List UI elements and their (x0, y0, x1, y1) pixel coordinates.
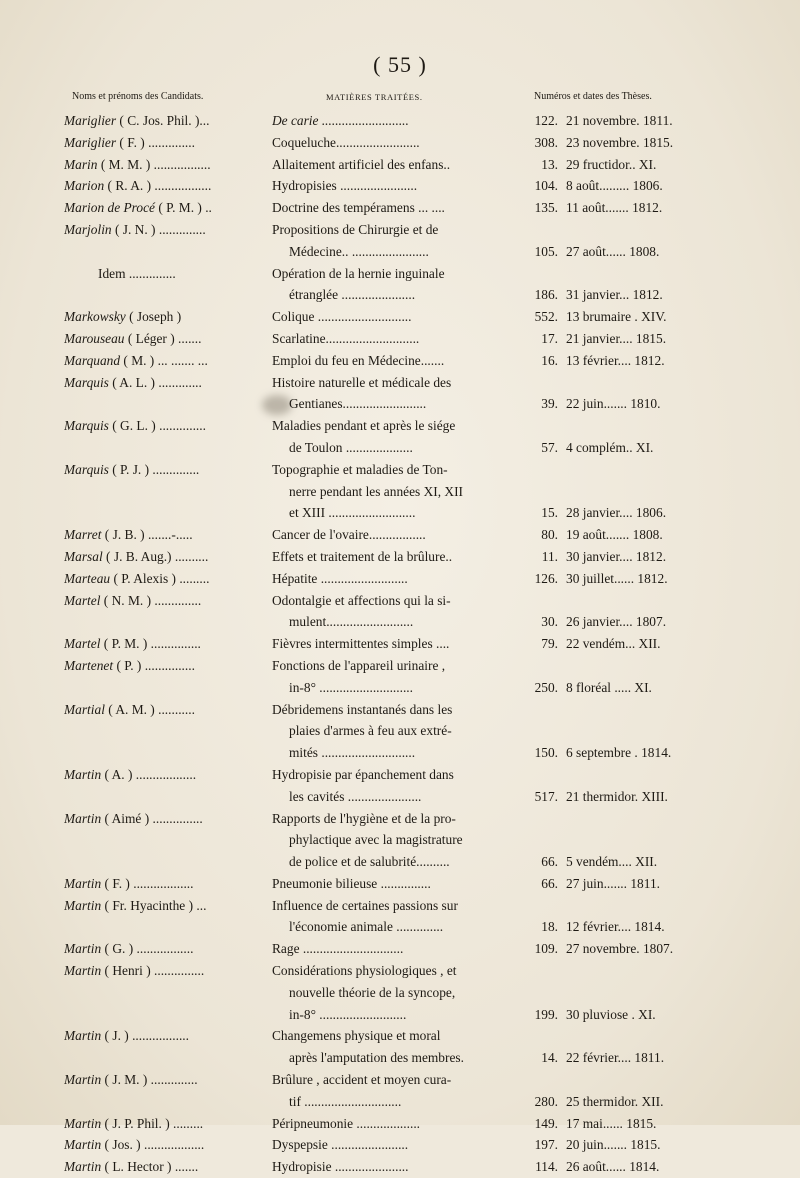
candidate-surname: Marin (64, 156, 98, 172)
candidate-given-names: ( R. A. ) ................. (104, 178, 212, 194)
candidate-surname: Martin (64, 1159, 102, 1175)
entry-line (0, 350, 800, 372)
thesis-date: 27 août...... 1808. (566, 243, 660, 259)
thesis-number: 114. (535, 1159, 558, 1175)
candidate-surname: Martin (64, 897, 102, 913)
candidate-name (64, 590, 267, 612)
column-headers (0, 91, 800, 107)
entry-line (0, 851, 800, 873)
thesis-subject: De carie .......................... (272, 113, 409, 128)
thesis-subject: Pneumonie bilieuse ............... (272, 875, 431, 891)
thesis-date: 21 thermidor. XIII. (566, 788, 668, 804)
candidate-name (64, 350, 267, 372)
candidate-given-names: ( G. L. ) .............. (108, 418, 206, 434)
thesis-date: 27 novembre. 1807. (566, 941, 674, 957)
candidate-name (64, 938, 267, 960)
entry-row (0, 263, 800, 307)
thesis-subject: Histoire naturelle et médicale des (272, 374, 452, 390)
thesis-number: 149. (534, 1115, 558, 1131)
thesis-number: 552. (534, 309, 558, 325)
thesis-number: 14. (541, 1050, 558, 1066)
candidate-surname: Martin (64, 1072, 102, 1088)
candidate-name (64, 154, 267, 176)
candidate-name (64, 960, 267, 982)
entry-line (0, 524, 800, 546)
thesis-subject: Odontalgie et affections qui la si- (272, 592, 451, 608)
thesis-date: 8 floréal ..... XI. (566, 679, 652, 695)
thesis-subject: Fonctions de l'appareil urinaire , (272, 657, 446, 673)
candidate-given-names: ( Joseph ) (125, 309, 182, 325)
entry-line (0, 393, 800, 415)
entry-row (0, 895, 800, 939)
candidate-surname: Martin (64, 941, 102, 957)
candidate-given-names: ( J. N. ) .............. (111, 221, 206, 237)
candidate-surname: Martin (64, 810, 102, 826)
entry-line (0, 502, 800, 524)
candidate-surname: Marquis (64, 418, 109, 434)
candidate-given-names: ( J. B. ) .......-..... (101, 527, 193, 543)
candidate-name (64, 175, 267, 197)
entry-line (0, 764, 800, 786)
thesis-number: 104. (534, 178, 558, 194)
thesis-subject: l'économie animale .............. (289, 919, 444, 935)
candidate-name (64, 1113, 267, 1135)
candidate-surname: Martenet (64, 657, 114, 673)
entry-line (0, 219, 800, 241)
entry-row (0, 1025, 800, 1069)
candidate-given-names: ( J. B. Aug.) .......... (102, 548, 209, 564)
entry-line (0, 1069, 800, 1091)
entry-line (0, 916, 800, 938)
thesis-date: 21 novembre. 1811. (566, 113, 673, 128)
candidate-given-names: ( M. M. ) ................. (97, 156, 211, 172)
thesis-number: 11. (541, 548, 558, 564)
thesis-subject: Dyspepsie ....................... (272, 1137, 409, 1153)
thesis-number: 66. (541, 854, 558, 870)
entry-row (0, 699, 800, 764)
entry-row (0, 328, 800, 350)
candidate-surname: Martin (64, 766, 102, 782)
entry-line (0, 1004, 800, 1026)
entries-list (0, 110, 800, 1178)
candidate-surname: Mariglier (64, 113, 117, 128)
thesis-date: 29 fructidor.. XI. (566, 156, 657, 172)
entry-line (0, 306, 800, 328)
thesis-subject: tif ............................. (289, 1093, 402, 1109)
entry-line (0, 829, 800, 851)
thesis-date: 19 août....... 1808. (566, 527, 663, 543)
entry-line (0, 132, 800, 154)
entry-line (0, 175, 800, 197)
thesis-number: 109. (534, 941, 558, 957)
thesis-number: 57. (541, 439, 558, 455)
thesis-number: 18. (541, 919, 558, 935)
candidate-given-names: ( Fr. Hyacinthe ) ... (101, 897, 207, 913)
thesis-subject: Hydropisie ...................... (272, 1159, 409, 1175)
candidate-name (64, 524, 267, 546)
thesis-number: 250. (534, 679, 558, 695)
entry-line (0, 655, 800, 677)
thesis-subject: Hydropisies ....................... (272, 178, 418, 194)
entry-row (0, 524, 800, 546)
candidate-given-names: ( M. ) ... ....... ... (120, 352, 208, 368)
candidate-name (64, 764, 267, 786)
thesis-number: 39. (541, 396, 558, 412)
thesis-number: 135. (534, 200, 558, 216)
candidate-surname: Martin (64, 875, 102, 891)
thesis-number: 30. (541, 614, 558, 630)
entry-line (0, 1113, 800, 1135)
entry-row (0, 197, 800, 219)
entry-row (0, 873, 800, 895)
thesis-date: 5 vendém.... XII. (566, 854, 658, 870)
thesis-subject: Scarlatine............................ (272, 330, 420, 346)
thesis-subject: Hydropisie par épanchement dans (272, 766, 454, 782)
thesis-date: 12 février.... 1814. (566, 919, 665, 935)
entry-line (0, 284, 800, 306)
candidate-surname: Martial (64, 701, 105, 717)
thesis-subject: Brûlure , accident et moyen cura- (272, 1072, 452, 1088)
thesis-date: 28 janvier.... 1806. (566, 505, 667, 521)
candidate-surname: Martin (64, 1115, 102, 1131)
thesis-number: 79. (541, 636, 558, 652)
thesis-subject: phylactique avec la magistrature (289, 832, 463, 848)
entry-line (0, 568, 800, 590)
thesis-date: 21 janvier.... 1815. (566, 330, 667, 346)
thesis-number: 308. (534, 134, 558, 150)
candidate-given-names: ( J. P. Phil. ) ......... (101, 1115, 204, 1131)
entry-row (0, 764, 800, 808)
candidate-name (64, 132, 267, 154)
candidate-name (64, 415, 267, 437)
thesis-date: 13 février.... 1812. (566, 352, 665, 368)
header-names: Noms et prénoms des Candidats. (72, 91, 204, 102)
thesis-subject: Médecine.. ....................... (289, 243, 429, 259)
thesis-number: 126. (534, 570, 558, 586)
entry-line (0, 110, 800, 132)
thesis-subject: Emploi du feu en Médecine....... (272, 352, 445, 368)
candidate-given-names: ( F. ) .............. (116, 134, 195, 150)
candidate-name (64, 568, 267, 590)
candidate-name (64, 1156, 267, 1178)
thesis-number: 186. (534, 287, 558, 303)
thesis-subject: Hépatite .......................... (272, 570, 408, 586)
candidate-name (64, 110, 267, 132)
thesis-subject: Gentianes......................... (289, 396, 427, 412)
thesis-number: 17. (541, 330, 558, 346)
thesis-date: 30 pluviose . XI. (566, 1006, 656, 1022)
entry-row (0, 154, 800, 176)
candidate-surname: Marjolin (64, 221, 112, 237)
candidate-given-names: ( P. Alexis ) ......... (110, 570, 210, 586)
thesis-number: 517. (534, 788, 558, 804)
candidate-given-names: .............. (125, 265, 176, 281)
page-number: ( 55 ) (373, 52, 427, 77)
entry-row (0, 415, 800, 459)
candidate-given-names: ( L. Hector ) ....... (101, 1159, 199, 1175)
entry-row (0, 938, 800, 960)
entry-line (0, 960, 800, 982)
candidate-name (64, 1025, 267, 1047)
entry-row (0, 1156, 800, 1178)
candidate-surname: Marion de Procé (64, 200, 155, 216)
thesis-date: 22 février.... 1811. (566, 1050, 665, 1066)
thesis-date: 22 juin....... 1810. (566, 396, 661, 412)
candidate-given-names: ( P. J. ) .............. (108, 461, 200, 477)
entry-line (0, 372, 800, 394)
entry-line (0, 197, 800, 219)
candidate-given-names: ( P. M. ) ............... (100, 636, 201, 652)
thesis-date: 23 novembre. 1815. (566, 134, 674, 150)
thesis-date: 13 brumaire . XIV. (566, 309, 667, 325)
entry-line (0, 786, 800, 808)
candidate-surname: Marquis (64, 461, 109, 477)
thesis-number: 197. (534, 1137, 558, 1153)
candidate-surname: Markowsky (64, 309, 126, 325)
entry-row (0, 175, 800, 197)
entry-line (0, 720, 800, 742)
candidate-given-names: ( P. M. ) .. (154, 200, 212, 216)
candidate-surname: Marret (64, 527, 102, 543)
thesis-date: 25 thermidor. XII. (566, 1093, 664, 1109)
candidate-name (64, 459, 267, 481)
thesis-date: 11 août....... 1812. (566, 200, 663, 216)
thesis-date: 6 septembre . 1814. (566, 745, 672, 761)
candidate-surname: Martin (64, 963, 102, 979)
entry-line (0, 982, 800, 1004)
header-matters: MATIÈRES TRAITÉES. (326, 92, 423, 102)
candidate-name (64, 219, 267, 241)
thesis-subject: nouvelle théorie de la syncope, (289, 984, 456, 1000)
entry-line (0, 154, 800, 176)
candidate-surname: Mariglier (64, 134, 117, 150)
thesis-subject: après l'amputation des membres. (289, 1050, 464, 1066)
entry-line (0, 1134, 800, 1156)
candidate-name (64, 328, 267, 350)
candidate-surname: Martel (64, 636, 101, 652)
candidate-given-names: ( Henri ) ............... (101, 963, 205, 979)
thesis-subject: Influence de certaines passions sur (272, 897, 458, 913)
candidate-given-names: ( A. M. ) ........... (104, 701, 195, 717)
thesis-number: 150. (534, 745, 558, 761)
thesis-subject: Rage .............................. (272, 941, 404, 957)
entry-line (0, 263, 800, 285)
entry-line (0, 437, 800, 459)
thesis-subject: nerre pendant les années XI, XII (289, 483, 463, 499)
thesis-subject: in-8° ............................ (289, 679, 414, 695)
entry-line (0, 677, 800, 699)
candidate-surname: Marsal (64, 548, 103, 564)
entry-line (0, 590, 800, 612)
entry-row (0, 633, 800, 655)
entry-line (0, 415, 800, 437)
candidate-name (64, 1069, 267, 1091)
entry-line (0, 328, 800, 350)
thesis-date: 17 mai...... 1815. (566, 1115, 657, 1131)
candidate-name (64, 1134, 267, 1156)
thesis-subject: Allaitement artificiel des enfans.. (272, 156, 451, 172)
candidate-surname: Marquis (64, 374, 109, 390)
thesis-number: 105. (534, 243, 558, 259)
entry-row (0, 219, 800, 263)
thesis-subject: Cancer de l'ovaire................. (272, 527, 426, 543)
entry-row (0, 1134, 800, 1156)
thesis-subject: Débridemens instantanés dans les (272, 701, 453, 717)
candidate-name (64, 808, 267, 830)
thesis-subject: mités ............................ (289, 745, 416, 761)
candidate-given-names: ( G. ) ................. (101, 941, 194, 957)
thesis-number: 199. (534, 1006, 558, 1022)
entry-line (0, 808, 800, 830)
entry-line (0, 1025, 800, 1047)
thesis-date: 26 août...... 1814. (566, 1159, 660, 1175)
entry-row (0, 132, 800, 154)
entry-line (0, 633, 800, 655)
candidate-given-names: ( J. M. ) .............. (101, 1072, 198, 1088)
candidate-surname: Marion (64, 178, 105, 194)
thesis-subject: plaies d'armes à feu aux extré- (289, 723, 452, 739)
candidate-surname: Marquand (64, 352, 121, 368)
thesis-subject: Considérations physiologiques , et (272, 963, 457, 979)
thesis-subject: Topographie et maladies de Ton- (272, 461, 448, 477)
thesis-subject: et XIII .......................... (289, 505, 416, 521)
thesis-subject: Doctrine des tempéramens ... .... (272, 200, 445, 216)
thesis-number: 13. (541, 156, 558, 172)
thesis-date: 8 août......... 1806. (566, 178, 663, 194)
candidate-given-names: ( Léger ) ....... (124, 330, 202, 346)
candidate-name (98, 263, 301, 285)
thesis-subject: Rapports de l'hygiène et de la pro- (272, 810, 456, 826)
thesis-date: 20 juin....... 1815. (566, 1137, 661, 1153)
entry-line (0, 742, 800, 764)
thesis-date: 26 janvier.... 1807. (566, 614, 667, 630)
candidate-given-names: ( N. M. ) .............. (100, 592, 202, 608)
entry-line (0, 241, 800, 263)
candidate-surname: Martin (64, 1137, 102, 1153)
thesis-date: 4 complém.. XI. (566, 439, 654, 455)
candidate-name (64, 372, 267, 394)
candidate-given-names: ( C. Jos. Phil. )... (116, 113, 210, 128)
candidate-surname: Martel (64, 592, 101, 608)
candidate-name (64, 633, 267, 655)
candidate-given-names: ( A. ) .................. (101, 766, 197, 782)
candidate-name (64, 655, 267, 677)
candidate-given-names: ( Aimé ) ............... (101, 810, 203, 826)
candidate-name (64, 306, 267, 328)
entry-line (0, 459, 800, 481)
candidate-given-names: ( J. ) ................. (101, 1028, 189, 1044)
thesis-subject: in-8° .......................... (289, 1006, 407, 1022)
entry-line (0, 611, 800, 633)
entry-line (0, 481, 800, 503)
candidate-surname: Martin (64, 1028, 102, 1044)
candidate-name (64, 546, 267, 568)
candidate-name (64, 873, 267, 895)
entry-row (0, 546, 800, 568)
thesis-subject: Péripneumonie ................... (272, 1115, 421, 1131)
thesis-subject: de police et de salubrité.......... (289, 854, 450, 870)
entry-row (0, 110, 800, 132)
thesis-date: 22 vendém... XII. (566, 636, 661, 652)
entry-row (0, 350, 800, 372)
thesis-subject: Colique ............................ (272, 309, 412, 325)
candidate-name (64, 699, 267, 721)
candidate-name (64, 895, 267, 917)
thesis-subject: Coqueluche......................... (272, 134, 420, 150)
entry-row (0, 808, 800, 873)
thesis-number: 16. (541, 352, 558, 368)
header-dates: Numéros et dates des Thèses. (534, 91, 652, 102)
candidate-given-names: ( P. ) ............... (113, 657, 195, 673)
thesis-subject: les cavités ...................... (289, 788, 422, 804)
thesis-date: 30 janvier.... 1812. (566, 548, 667, 564)
thesis-number: 122. (534, 113, 558, 128)
candidate-given-names: ( Jos. ) .................. (101, 1137, 205, 1153)
thesis-subject: Opération de la hernie inguinale (272, 265, 445, 281)
entry-row (0, 306, 800, 328)
entry-row (0, 590, 800, 634)
thesis-number: 15. (541, 505, 558, 521)
thesis-date: 27 juin....... 1811. (566, 875, 660, 891)
entry-row (0, 1069, 800, 1113)
entry-line (0, 1047, 800, 1069)
entry-line (0, 699, 800, 721)
candidate-surname: Idem (98, 265, 126, 281)
entry-row (0, 568, 800, 590)
candidate-given-names: ( A. L. ) ............. (108, 374, 202, 390)
thesis-number: 80. (541, 527, 558, 543)
thesis-subject: Propositions de Chirurgie et de (272, 221, 439, 237)
thesis-subject: Changemens physique et moral (272, 1028, 441, 1044)
entry-row (0, 459, 800, 524)
entry-line (0, 1156, 800, 1178)
entry-line (0, 873, 800, 895)
thesis-date: 30 juillet...... 1812. (566, 570, 668, 586)
thesis-subject: Fièvres intermittentes simples .... (272, 636, 450, 652)
entry-line (0, 938, 800, 960)
thesis-subject: Effets et traitement de la brûlure.. (272, 548, 453, 564)
candidate-surname: Marteau (64, 570, 111, 586)
thesis-number: 280. (534, 1093, 558, 1109)
thesis-subject: Maladies pendant et après le siége (272, 418, 456, 434)
thesis-subject: mulent.......................... (289, 614, 414, 630)
thesis-subject: de Toulon .................... (289, 439, 413, 455)
entry-row (0, 960, 800, 1025)
thesis-date: 31 janvier... 1812. (566, 287, 663, 303)
entry-row (0, 1113, 800, 1135)
candidate-name (64, 197, 267, 219)
thesis-number: 66. (541, 875, 558, 891)
entry-line (0, 546, 800, 568)
candidate-given-names: ( F. ) .................. (101, 875, 194, 891)
candidate-surname: Marouseau (64, 330, 125, 346)
entry-line (0, 1091, 800, 1113)
thesis-subject: étranglée ...................... (289, 287, 416, 303)
entry-row (0, 655, 800, 699)
entry-row (0, 372, 800, 416)
entry-line (0, 895, 800, 917)
